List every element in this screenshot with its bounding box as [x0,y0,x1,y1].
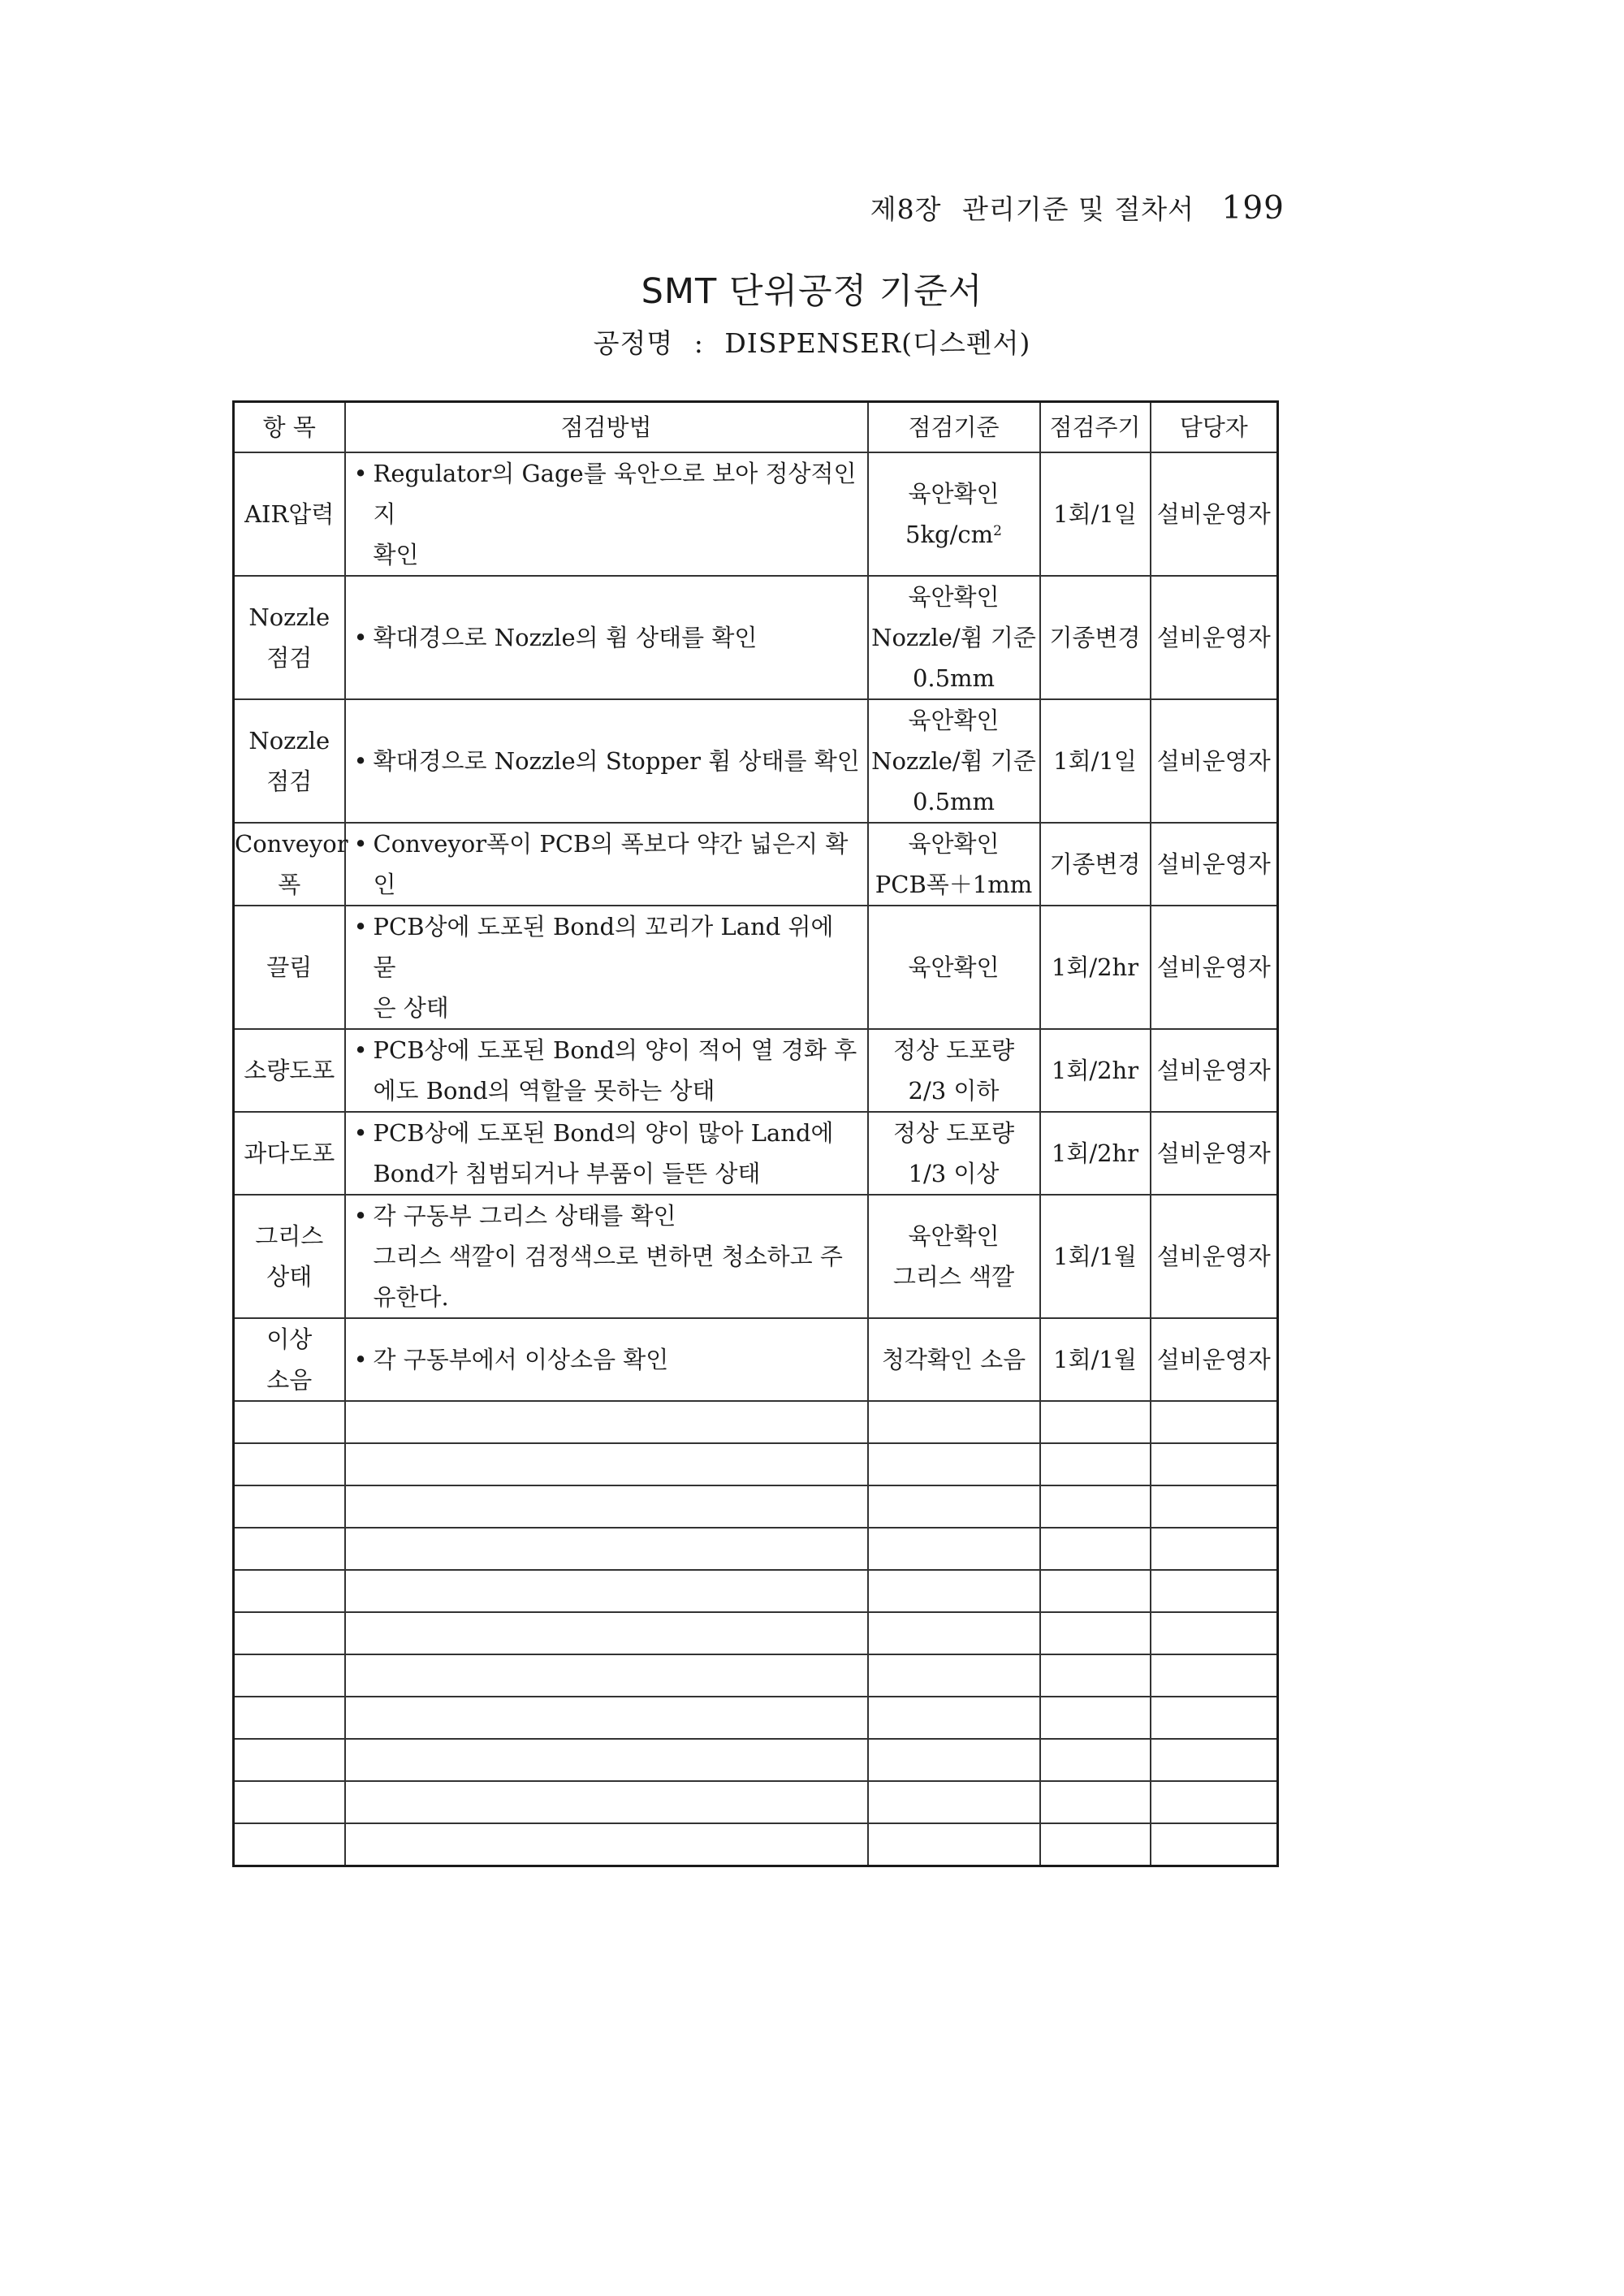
method-text: PCB상에 도포된 Bond의 양이 적어 열 경화 후 [373,1036,857,1064]
empty-cell [234,1781,345,1823]
cell-cycle: 1회/2hr [1040,1112,1151,1195]
item-line: 점검 [266,644,313,672]
cell-cycle: 1회/1일 [1040,699,1151,823]
criteria-line [869,1256,1039,1297]
empty-cell [868,1781,1040,1823]
empty-cell [234,1528,345,1570]
method-text: 확대경으로 Nozzle의 휨 상태를 확인 [373,624,758,651]
cell-criteria [868,452,1040,576]
empty-cell [1040,1612,1151,1654]
empty-cell [345,1485,868,1528]
item-line: Nozzle [248,727,330,755]
cell-cycle: 1회/1월 [1040,1195,1151,1318]
cell-owner: 설비운영자 [1151,452,1278,576]
cell-method [345,452,868,576]
criteria-text: PCB폭＋1mm [875,871,1033,898]
cell-item [234,699,345,823]
cell-owner: 설비운영자 [1151,699,1278,823]
criteria-text: Nozzle/휨 기준 [871,624,1036,651]
criteria-line [869,1030,1039,1070]
bullet-point: • [353,460,368,487]
criteria-text: 육안확인 [908,1222,1000,1250]
cell-criteria [868,1112,1040,1195]
cell-cycle: 1회/1일 [1040,452,1151,576]
criteria-line [869,741,1039,781]
process-separator: : [693,327,704,359]
criteria-line [869,1070,1039,1111]
method-line [351,1030,864,1070]
method-line [351,1339,864,1380]
cell-method [345,906,868,1029]
empty-cell [1040,1401,1151,1443]
cell-owner: 설비운영자 [1151,823,1278,906]
empty-table-row [234,1697,1278,1739]
empty-cell [868,1485,1040,1528]
criteria-text: 1/3 이상 [908,1160,1000,1187]
process-label: 공정명 [593,327,674,359]
cell-criteria [868,906,1040,1029]
item-line: Nozzle [248,603,330,631]
empty-table-row [234,1612,1278,1654]
empty-cell [345,1654,868,1697]
empty-cell [868,1570,1040,1612]
cell-owner: 설비운영자 [1151,906,1278,1029]
table-row [234,1318,1278,1401]
cell-owner: 설비운영자 [1151,1318,1278,1401]
cell-item [234,1112,345,1195]
empty-cell [234,1570,345,1612]
page-number: 199 [1221,190,1285,227]
empty-cell [1040,1697,1151,1739]
empty-table-row [234,1485,1278,1528]
method-line [351,1113,864,1153]
empty-cell [868,1739,1040,1781]
empty-cell [1151,1654,1278,1697]
bullet-point: • [353,1202,368,1230]
criteria-text: 2/3 이하 [908,1077,1000,1105]
empty-table-row [234,1443,1278,1485]
cell-criteria [868,576,1040,699]
column-header-cycle: 점검주기 [1040,402,1151,453]
section-title: 관리기준 및 절차서 [962,193,1195,225]
cell-item [234,1318,345,1401]
cell-method [345,1112,868,1195]
bullet-point: • [353,1119,368,1147]
cell-cycle: 기종변경 [1040,576,1151,699]
method-line [351,1236,864,1277]
table-row [234,1112,1278,1195]
empty-cell [1151,1739,1278,1781]
empty-cell [345,1739,868,1781]
cell-method [345,1029,868,1112]
empty-cell [234,1443,345,1485]
empty-cell [1040,1443,1151,1485]
method-text: Conveyor폭이 PCB의 폭보다 약간 넓은지 확인 [373,830,849,898]
method-line [351,906,864,988]
empty-table-row [234,1654,1278,1697]
criteria-line [869,781,1039,822]
cell-item [234,823,348,906]
empty-cell [1040,1528,1151,1570]
criteria-text: 청각확인 소음 [881,1346,1026,1373]
bullet-point: • [353,913,368,940]
criteria-text: 육안확인 [908,583,1000,611]
method-text: Bond가 침범되거나 부품이 들뜬 상태 [373,1160,761,1187]
bullet-point: • [353,624,368,651]
item-line: 과다도포 [244,1139,335,1167]
empty-cell [1040,1654,1151,1697]
item-line: 점검 [266,767,313,795]
chapter-label: 제8장 [870,193,942,225]
cell-owner: 설비운영자 [1151,1112,1278,1195]
empty-table-row [234,1781,1278,1823]
item-line: 소량도포 [244,1057,335,1084]
table-row [234,452,1278,576]
criteria-text: 육안확인 [908,480,1000,508]
criteria-text: 그리스 색깔 [892,1263,1015,1291]
criteria-text: 0.5mm [912,788,996,815]
empty-cell [234,1654,345,1697]
method-line [351,824,864,905]
cell-criteria [868,1195,1040,1318]
criteria-text: 육안확인 [908,830,1000,858]
cell-item [234,906,345,1029]
bullet-point: • [353,1036,368,1064]
item-line: 폭 [278,871,301,898]
item-line: 그리스 [255,1222,324,1250]
empty-table-row [234,1570,1278,1612]
criteria-text: Nozzle/휨 기준 [871,747,1036,775]
cell-method [345,699,868,823]
table-header-row [234,402,1278,453]
method-text: PCB상에 도포된 Bond의 꼬리가 Land 위에 묻 [373,913,834,981]
method-text: 그리스 색깔이 검정색으로 변하면 청소하고 주 [373,1243,843,1270]
column-header-criteria: 점검기준 [868,402,1040,453]
item-line: 끌림 [266,953,313,981]
cell-item [234,576,345,699]
item-line: 이상 [266,1325,313,1353]
empty-cell [345,1401,868,1443]
criteria-line [869,617,1039,658]
cell-method [345,576,868,699]
empty-cell [1040,1781,1151,1823]
cell-item [234,452,345,576]
empty-cell [1040,1823,1151,1866]
empty-cell [1151,1485,1278,1528]
empty-cell [1151,1401,1278,1443]
empty-cell [868,1654,1040,1697]
cell-owner: 설비운영자 [1151,1195,1278,1318]
empty-cell [1040,1570,1151,1612]
empty-cell [868,1443,1040,1485]
criteria-line [869,577,1039,617]
cell-method [345,823,868,906]
method-line [351,534,864,575]
cell-owner: 설비운영자 [1151,1029,1278,1112]
empty-table-row [234,1528,1278,1570]
empty-table-row [234,1401,1278,1443]
cell-item [234,1195,345,1318]
table-empty-rows [234,1401,1278,1866]
table-row [234,576,1278,699]
cell-item [234,1029,345,1112]
unit-superscript: 2 [993,523,1002,539]
empty-cell [1151,1781,1278,1823]
empty-cell [345,1781,868,1823]
empty-cell [868,1612,1040,1654]
criteria-line [869,1216,1039,1256]
cell-criteria [868,699,1040,823]
bullet-point: • [353,830,368,858]
criteria-text: 육안확인 [908,953,1000,981]
empty-cell [234,1697,345,1739]
column-header-item: 항 목 [234,402,345,453]
empty-cell [234,1485,345,1528]
empty-cell [1151,1570,1278,1612]
criteria-line [869,1339,1039,1380]
method-line [351,1153,864,1194]
empty-cell [1151,1443,1278,1485]
criteria-line [869,1153,1039,1194]
cell-cycle: 기종변경 [1040,823,1151,906]
method-text: 확인 [373,541,419,569]
cell-cycle: 1회/1월 [1040,1318,1151,1401]
cell-method [345,1318,868,1401]
empty-cell [1040,1485,1151,1528]
column-header-owner: 담당자 [1151,402,1278,453]
document-title: SMT 단위공정 기준서 [641,271,983,312]
process-name-line [0,322,1624,361]
empty-cell [868,1697,1040,1739]
method-line [351,453,864,534]
table-row [234,823,1278,906]
cell-criteria [868,1029,1040,1112]
item-line: 상태 [266,1263,313,1291]
empty-cell [1151,1697,1278,1739]
criteria-line [869,1113,1039,1153]
empty-cell [345,1528,868,1570]
criteria-text: 0.5mm [912,664,996,692]
empty-cell [345,1612,868,1654]
empty-table-row [234,1823,1278,1866]
column-header-method: 점검방법 [345,402,868,453]
table-row [234,906,1278,1029]
method-line [351,617,864,658]
criteria-text: 육안확인 [908,707,1000,734]
method-line [351,1196,864,1236]
empty-cell [868,1528,1040,1570]
table-row [234,1029,1278,1112]
criteria-text: 정상 도포량 [892,1119,1015,1147]
running-header [870,188,1285,227]
method-line [351,741,864,781]
cell-criteria [868,1318,1040,1401]
empty-cell [234,1823,345,1866]
empty-cell [868,1401,1040,1443]
item-line: 소음 [266,1366,313,1394]
criteria-line [869,700,1039,741]
criteria-line [869,864,1039,905]
cell-owner: 설비운영자 [1151,576,1278,699]
item-line: Conveyor [235,830,348,858]
criteria-line [869,473,1039,514]
table-row [234,699,1278,823]
method-text: 에도 Bond의 역할을 못하는 상태 [373,1077,715,1105]
empty-cell [345,1823,868,1866]
criteria-line [869,658,1039,698]
cell-cycle: 1회/2hr [1040,906,1151,1029]
table-row [234,1195,1278,1318]
empty-cell [1151,1528,1278,1570]
method-line [351,1277,864,1317]
cell-criteria [868,823,1040,906]
empty-cell [1040,1739,1151,1781]
cell-method [345,1195,868,1318]
method-text: PCB상에 도포된 Bond의 양이 많아 Land에 [373,1119,834,1147]
criteria-text: 5kg/cm [905,521,994,548]
method-text: 유한다. [373,1283,449,1311]
criteria-line [869,514,1039,555]
empty-cell [345,1697,868,1739]
method-text: 각 구동부에서 이상소음 확인 [373,1346,669,1373]
empty-cell [234,1739,345,1781]
item-line: AIR압력 [244,500,335,528]
empty-cell [345,1570,868,1612]
empty-cell [345,1443,868,1485]
method-text: 은 상태 [373,994,449,1022]
criteria-text: 정상 도포량 [892,1036,1015,1064]
method-text: Regulator의 Gage를 육안으로 보아 정상적인지 [373,460,857,528]
criteria-line [869,824,1039,864]
method-text: 각 구동부 그리스 상태를 확인 [373,1202,676,1230]
empty-cell [234,1612,345,1654]
empty-cell [1151,1823,1278,1866]
bullet-point: • [353,1346,368,1373]
method-line [351,988,864,1028]
criteria-line [869,947,1039,988]
empty-cell [868,1823,1040,1866]
cell-cycle: 1회/2hr [1040,1029,1151,1112]
empty-cell [234,1401,345,1443]
method-line [351,1070,864,1111]
bullet-point: • [353,747,368,775]
inspection-standard-table [232,400,1279,1867]
table-body [234,452,1278,1401]
empty-cell [1151,1612,1278,1654]
process-name: DISPENSER(디스펜서) [724,327,1031,359]
method-text: 확대경으로 Nozzle의 Stopper 휨 상태를 확인 [373,747,860,775]
empty-table-row [234,1739,1278,1781]
